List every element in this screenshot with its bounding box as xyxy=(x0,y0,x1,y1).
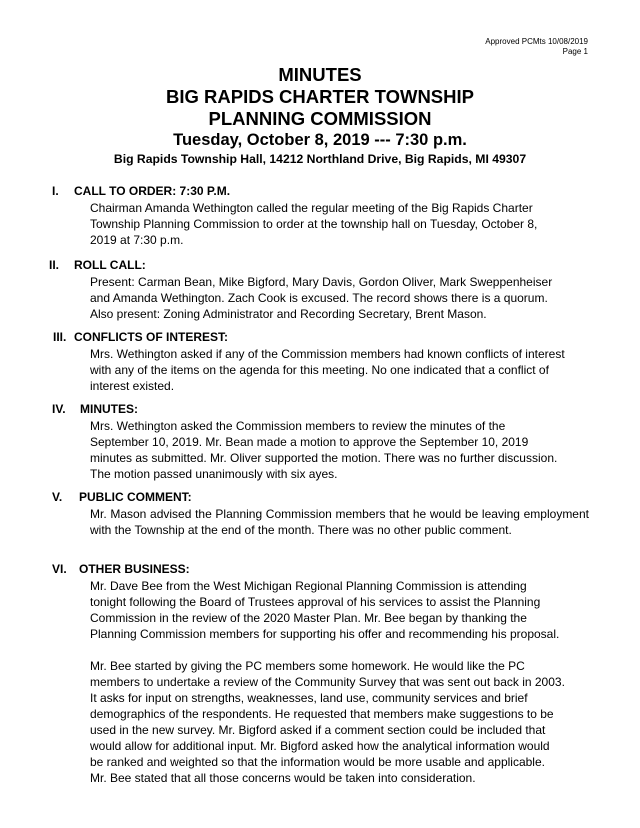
section-number: V. xyxy=(52,490,63,504)
document-title-block xyxy=(0,64,640,167)
section-number: IV. xyxy=(52,402,66,416)
title-minutes: MINUTES xyxy=(278,64,362,85)
section-title: MINUTES: xyxy=(80,402,138,416)
section-title: OTHER BUSINESS: xyxy=(79,562,190,576)
body-line: September 10, 2019. Mr. Bean made a motion to approve the September 10, 2019 xyxy=(90,435,529,449)
section-heading xyxy=(49,258,146,273)
section-number: I. xyxy=(52,184,59,198)
section-number: VI. xyxy=(52,562,67,576)
body-line: Also present: Zoning Administrator and Recording Secretary, Brent Mason. xyxy=(90,307,487,321)
section-body xyxy=(90,346,590,394)
body-line: Mr. Bee stated that all those concerns would be taken into consideration. xyxy=(90,771,476,785)
body-line: It asks for input on strengths, weaknesses, land use, community services and brief xyxy=(90,691,528,705)
section-heading xyxy=(52,490,192,505)
body-line: Chairman Amanda Wethington called the regular meeting of the Big Rapids Charter xyxy=(90,201,533,215)
body-line: would allow for additional input. Mr. Bigford asked how the analytical information would xyxy=(90,739,550,753)
body-line: Mrs. Wethington asked the Commission members to review the minutes of the xyxy=(90,419,506,433)
title-township: BIG RAPIDS CHARTER TOWNSHIP xyxy=(165,86,474,107)
body-line: Planning Commission members for supporting his offer and recommending his proposal. xyxy=(90,627,560,641)
meeting-date: Tuesday, October 8, 2019 --- 7:30 p.m. xyxy=(173,131,467,149)
body-line: members to undertake a review of the Community Survey that was sent out back in 2003. xyxy=(90,675,565,689)
page-number: Page 1 xyxy=(562,47,588,56)
title-commission: PLANNING COMMISSION xyxy=(208,108,432,129)
body-line: used in the new survey. Mr. Bigford asked if a comment section could be included that xyxy=(90,723,546,737)
body-line: Mr. Bee started by giving the PC members some homework. He would like the PC xyxy=(90,659,525,673)
section-title: CALL TO ORDER: 7:30 P.M. xyxy=(74,184,231,198)
body-line: with any of the items on the agenda for this meeting. No one indicated that a conflict of xyxy=(90,363,549,377)
section-body xyxy=(90,274,590,322)
section-body xyxy=(90,418,590,482)
meeting-location: Big Rapids Township Hall, 14212 Northland Drive, Big Rapids, MI 49307 xyxy=(113,152,527,166)
body-line: 2019 at 7:30 p.m. xyxy=(90,233,184,247)
body-line: Township Planning Commission to order at the township hall on Tuesday, October 8, xyxy=(90,217,538,231)
body-line: and Amanda Wethington. Zach Cook is excused. The record shows there is a quorum. xyxy=(90,291,548,305)
body-line: minutes as submitted. Mr. Oliver supported the motion. There was no further discussion. xyxy=(90,451,558,465)
body-line: be ranked and weighted so that the information would be more usable and applicable. xyxy=(90,755,545,769)
body-line: interest existed. xyxy=(90,379,175,393)
body-line: tonight following the Board of Trustees approval of his services to assist the Planning xyxy=(90,595,541,609)
approval-note: Approved PCMts 10/08/2019 xyxy=(485,37,588,46)
section-title: PUBLIC COMMENT: xyxy=(79,490,192,504)
section-number: II. xyxy=(49,258,60,272)
section-title: CONFLICTS OF INTEREST: xyxy=(74,330,228,344)
body-line: Present: Carman Bean, Mike Bigford, Mary Davis, Gordon Oliver, Mark Sweppenheiser xyxy=(90,275,553,289)
body-line: demographics of the respondents. He requested that members make suggestions to be xyxy=(90,707,554,721)
section-heading xyxy=(52,562,190,577)
section-heading xyxy=(53,330,228,345)
section-body xyxy=(90,200,590,248)
body-line: Mrs. Wethington asked if any of the Commission members had known conflicts of interest xyxy=(90,347,565,361)
section-title: ROLL CALL: xyxy=(74,258,146,272)
page-header xyxy=(485,37,588,57)
body-line: Mr. Dave Bee from the West Michigan Regional Planning Commission is attending xyxy=(90,579,527,593)
section-number: III. xyxy=(53,330,67,344)
section-heading xyxy=(52,402,138,417)
section-heading xyxy=(52,184,230,199)
section-body xyxy=(90,506,589,538)
body-line: Commission in the review of the 2020 Master Plan. Mr. Bee began by thanking the xyxy=(90,611,527,625)
body-line: The motion passed unanimously with six ayes. xyxy=(90,467,338,481)
section-body xyxy=(90,578,590,786)
body-paragraph: Mr. Mason advised the Planning Commission members that he would be leaving employment with the Township at the end of the month. There was no other public comment. xyxy=(90,507,589,537)
